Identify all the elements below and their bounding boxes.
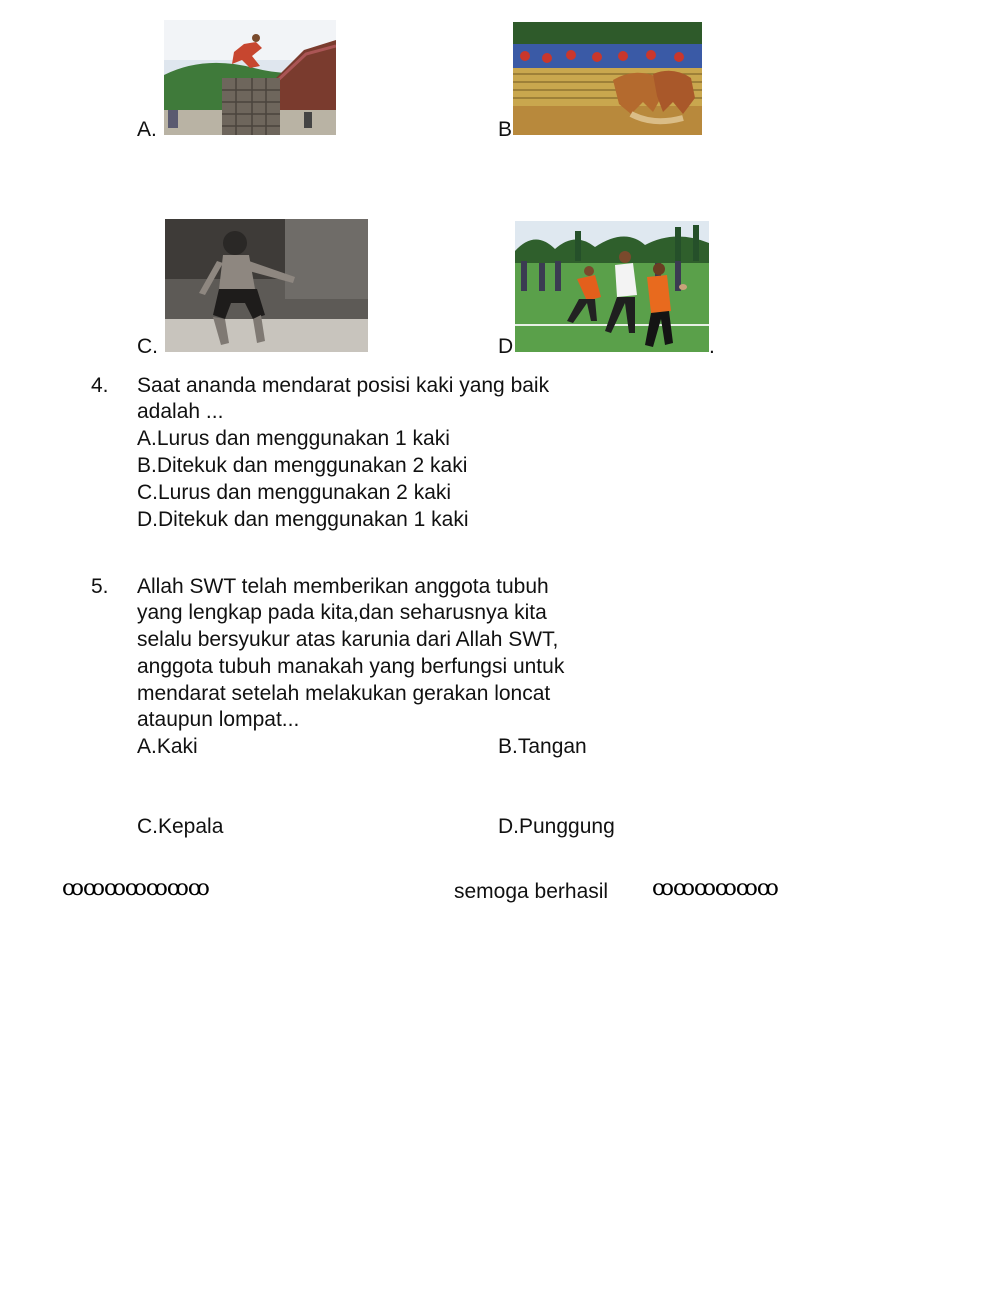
- question-5-number: 5.: [91, 575, 109, 598]
- left-ornament-decoration: ꝏꝏꝏꝏꝏꝏꝏ: [62, 876, 209, 901]
- question-4-number: 4.: [91, 374, 109, 397]
- question-5-text-line-3: selalu bersyukur atas karunia dari Allah SWT,: [137, 628, 559, 651]
- field-game-photo: [515, 221, 709, 352]
- question-4-option-c[interactable]: C.Lurus dan menggunakan 2 kaki: [137, 481, 452, 504]
- question-5-text-line-5: mendarat setelah melakukan gerakan loncat: [137, 682, 551, 705]
- closing-message: semoga berhasil: [454, 880, 609, 903]
- question-5-text-line-6: ataupun lompat...: [137, 708, 300, 731]
- option-c-label: C.: [137, 335, 158, 358]
- stone-jumping-photo: [164, 20, 336, 135]
- question-5-option-c[interactable]: C.Kepala: [137, 815, 224, 838]
- question-5-option-a[interactable]: A.Kaki: [137, 735, 198, 758]
- option-a-label: A.: [137, 118, 157, 141]
- question-5-text-line-4: anggota tubuh manakah yang berfungsi untuk: [137, 655, 565, 678]
- question-4-option-a[interactable]: A.Lurus dan menggunakan 1 kaki: [137, 427, 450, 450]
- question-5-text-line-2: yang lengkap pada kita,dan seharusnya kita: [137, 601, 547, 624]
- right-ornament-decoration: ꝏꝏꝏꝏꝏꝏ: [652, 876, 778, 901]
- question-4-option-b[interactable]: B.Ditekuk dan menggunakan 2 kaki: [137, 454, 468, 477]
- question-4-text-line-2: adalah ...: [137, 400, 224, 423]
- option-d-trailing-dot: .: [709, 335, 715, 358]
- option-d-label: D: [498, 335, 514, 358]
- question-4-option-d[interactable]: D.Ditekuk dan menggunakan 1 kaki: [137, 508, 469, 531]
- boy-squatting-photo: [165, 219, 368, 352]
- question-5-text-line-1: Allah SWT telah memberikan anggota tubuh: [137, 575, 549, 598]
- question-4-text-line-1: Saat ananda mendarat posisi kaki yang baik: [137, 374, 550, 397]
- question-5-option-b[interactable]: B.Tangan: [498, 735, 587, 758]
- option-b-label: B: [498, 118, 513, 141]
- question-5-option-d[interactable]: D.Punggung: [498, 815, 615, 838]
- bull-race-photo: [513, 22, 702, 135]
